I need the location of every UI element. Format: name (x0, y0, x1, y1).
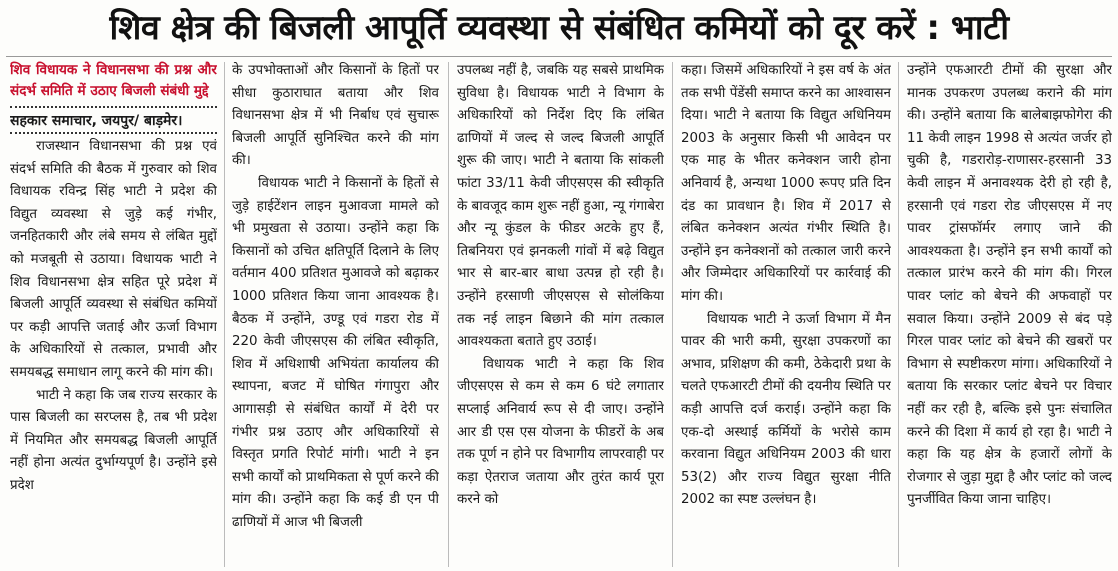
paragraph: कहा। जिसमें अधिकारियों ने इस वर्ष के अंत तक सभी पेंडेंसी समाप्त करने का आश्वासन दिया। भाटी ने बताया कि विद्युत अधिनियम 2003 के अनुसार किसी भी आवेदन पर एक माह के भीतर कनेक्शन जारी होना अनिवार्य है, अन्यथा 1000 रूपए प्रति दिन दंड का प्रावधान है। शिव में 2017 से लंबित कनेक्शन अत्यंत गंभीर स्थिति है। उन्होंने इन कनेक्शनों को तत्काल जारी करने और जिम्मेदार अधिकारियों पर कार्रवाई की मांग की। (681, 63, 891, 304)
column-3 (457, 60, 664, 571)
paragraph: भाटी ने कहा कि जब राज्य सरकार के पास बिजली का सरप्लस है, तब भी प्रदेश में नियमित और समयबद्ध बिजली आपूर्ति नहीं होना अत्यंत दुर्भाग्यपूर्ण है। उन्होंने इसे प्रदेश (10, 387, 217, 493)
headline-rule (6, 56, 1112, 57)
paragraph: राजस्थान विधानसभा की प्रश्न एवं संदर्भ समिति की बैठक में गुरुवार को शिव विधायक रविन्द्र सिंह भाटी ने प्रदेश की विद्युत व्यवस्था से जुड़े कई गंभीर, जनहितकारी और लंबे समय से लंबित मुद्दों को मजबूती से उठाया। विधायक भाटी ने शिव विधानसभा क्षेत्र सहित पूरे प्रदेश में बिजली आपूर्ति व्यवस्था से संबंधित कमियों पर कड़ी आपत्ति जताई और ऊर्जा विभाग के अधिकारियों से तत्काल, प्रभावी और समयबद्ध समाधान लागू करने की मांग की। (10, 139, 217, 380)
column-4 (681, 60, 891, 571)
column-divider (224, 62, 225, 567)
column-divider (448, 62, 449, 567)
byline-rule (10, 132, 217, 134)
deck: शिव विधायक ने विधानसभा की प्रश्न और संदर्भ समिति में उठाए बिजली संबंधी मुद्दे (10, 62, 217, 99)
paragraph: के उपभोक्ताओं और किसानों के हितों पर सीधा कुठाराघात बताया और शिव विधानसभा क्षेत्र में भी निर्बाध एवं सुचारू बिजली आपूर्ति सुनिश्चित करने की मांग की। (232, 63, 439, 169)
column-2 (232, 60, 439, 571)
column-divider (898, 62, 899, 567)
deck-rule (10, 106, 217, 108)
byline: सहकार समाचार, जयपुर/ बाड़मेर। (10, 113, 183, 129)
paragraph: विधायक भाटी ने कहा कि शिव जीएसएस से कम से कम 6 घंटे लगातार सप्लाई अनिवार्य रूप से दी जाए। उन्होंने आर डी एस एस योजना के फीडरों के अब तक पूर्ण न होने पर विभागीय लापरवाही पर कड़ा ऐतराज जताया और तुरंत कार्य पूरा करने को (457, 356, 664, 508)
paragraph: विधायक भाटी ने किसानों के हितों से जुड़े हाईटेंशन लाइन मुआवजा मामले को भी प्रमुखता से उठाया। उन्होंने कहा कि किसानों को उचित क्षतिपूर्ति दिलाने के लिए वर्तमान 400 प्रतिशत मुआवजे को बढ़ाकर 1000 प्रतिशत किया जाना आवश्यक है। बैठक में उन्होंने, उण्डू एवं गडरा रोड में 220 केवी जीएसएस की लंबित स्वीकृति, शिव में अधिशाषी अभियंता कार्यालय की स्थापना, बजट में घोषित गंगापुरा और आगासड़ी से संबंधित कार्यों में देरी पर गंभीर प्रश्न उठाए और अधिकारियों से विस्तृत प्रगति रिपोर्ट मांगी। भाटी ने इन सभी कार्यों को प्राथमिकता से पूर्ण करने की मांग की। उन्होंने कहा कि कई डी एन पी ढाणियों में आज भी बिजली (232, 175, 439, 530)
paragraph: विधायक भाटी ने ऊर्जा विभाग में मैन पावर की भारी कमी, सुरक्षा उपकरणों का अभाव, प्रशिक्षण की कमी, ठेकेदारी प्रथा के चलते एफआरटी टीमों की दयनीय स्थिति पर कड़ी आपत्ति दर्ज कराई। उन्होंने कहा कि एक-दो अस्थाई कर्मियों के भरोसे काम करवाना विद्युत अधिनियम 2003 की धारा 53(2) और राज्य विद्युत सुरक्षा नीति 2002 का स्पष्ट उल्लंघन है। (681, 311, 891, 508)
column-1 (10, 60, 217, 571)
column-5 (907, 60, 1112, 571)
paragraph: उन्होंने एफआरटी टीमों की सुरक्षा और मानक उपकरण उपलब्ध कराने की मांग की। उन्होंने बताया कि बालेबाझफोगेरा की 11 केवी लाइन 1998 से अत्यंत जर्जर हो चुकी है, गडरारोड़-राणासर-हरसानी 33 केवी लाइन में अनावश्यक देरी हो रही है, हरसानी एवं गडरा रोड जीएसएस में नए पावर ट्रांसफॉर्मर लगाए जाने की आवश्यकता है। उन्होंने इन सभी कार्यों को तत्काल प्रारंभ करने की मांग की। गिरल पावर प्लांट को बेचने की अफवाहों पर सवाल किया। उन्होंने 2009 से बंद पड़े गिरल पावर प्लांट को बेचने की खबरों पर विभाग से स्पष्टीकरण मांगा। अधिकारियों ने बताया कि सरकार प्लांट बेचने पर विचार नहीं कर रही है, बल्कि इसे पुनः संचालित करने की दिशा में कार्य हो रहा है। भाटी ने कहा कि यह क्षेत्र के हजारों लोगों के रोजगार से जुड़ा मुद्दा है और प्लांट को जल्द पुनर्जीवित किया जाना चाहिए। (907, 63, 1112, 508)
headline: शिव क्षेत्र की बिजली आपूर्ति व्यवस्था से संबंधित कमियों को दूर करें : भाटी (109, 8, 1009, 48)
paragraph: उपलब्ध नहीं है, जबकि यह सबसे प्राथमिक सुविधा है। विधायक भाटी ने विभाग के अधिकारियों को निर्देश दिए कि लंबित ढाणियों में जल्द से जल्द बिजली आपूर्ति शुरू की जाए। भाटी ने बताया कि सांकली फांटा 33/11 केवी जीएसएस की स्वीकृति के बावजूद काम शुरू नहीं हुआ, न्यू गंगाबेरा और न्यू कुंडल के फीडर अटके हुए हैं, तिबनियरा एवं झनकली गांवों में बढ़े विद्युत भार से बार-बार बाधा उत्पन्न हो रही है। उन्होंने हरसाणी जीएसएस से सोलंकिया तक नई लाइन बिछाने की मांग तत्काल आवश्यकता बताते हुए उठाई। (457, 63, 664, 350)
column-divider (672, 62, 673, 567)
